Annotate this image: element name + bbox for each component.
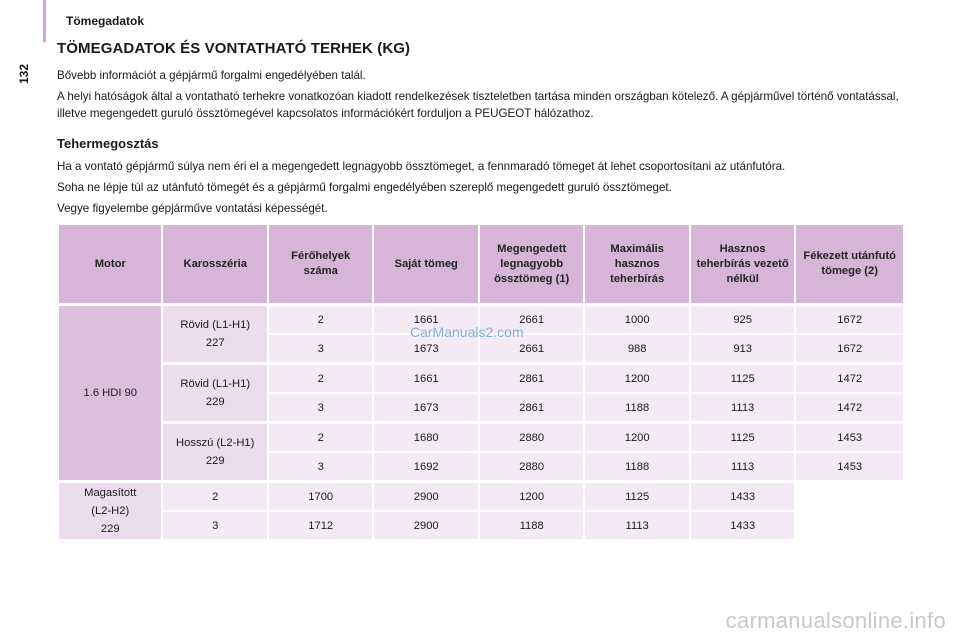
cell-braked-trailer: 1453: [796, 453, 903, 480]
body-line: Rövid (L1-H1): [180, 378, 251, 390]
cell-kerb-mass: 1661: [374, 306, 477, 335]
cell-kerb-mass: 1673: [374, 335, 477, 362]
cell-payload-no-driver: 1125: [691, 424, 794, 453]
header-gross-mass: Megengedett legnagyobb össztömeg (1): [480, 225, 583, 303]
body-line: (L2-H2): [91, 505, 130, 517]
watermark-carmanualsonline: carmanualsonline.info: [725, 608, 946, 633]
body-line: Magasított: [84, 487, 137, 499]
cell-kerb-mass: 1712: [269, 512, 372, 539]
body-cell: [59, 483, 161, 539]
cell-gross-mass: 2880: [480, 453, 583, 480]
header-kerb-mass: Saját tömeg: [374, 225, 477, 303]
cell-kerb-mass: 1692: [374, 453, 477, 480]
cell-seats: 2: [269, 365, 372, 394]
header-body: Karosszéria: [163, 225, 266, 303]
body-line: 229: [205, 396, 225, 408]
cell-kerb-mass: 1661: [374, 365, 477, 394]
cell-payload-no-driver: 1125: [691, 365, 794, 394]
header-seats: Férőhelyek száma: [269, 225, 372, 303]
page-title: TÖMEGADATOK ÉS VONTATHATÓ TERHEK (KG): [57, 40, 411, 57]
cell-gross-mass: 2861: [480, 394, 583, 421]
header-braked-trailer: Fékezett utánfutó tömege (2): [796, 225, 903, 303]
body-cell: [163, 365, 266, 421]
cell-max-payload: 1188: [480, 512, 583, 539]
cell-seats: 3: [269, 394, 372, 421]
cell-seats: 2: [269, 306, 372, 335]
cell-seats: 2: [269, 424, 372, 453]
cell-max-payload: 1200: [585, 424, 688, 453]
table-header-row: [59, 225, 903, 303]
cell-seats: 2: [163, 483, 266, 512]
watermark-carmanuals: CarManuals2.com: [410, 324, 524, 340]
load-section-title: Tehermegosztás: [57, 136, 159, 151]
table-row: [59, 424, 903, 453]
cell-braked-trailer: 1672: [796, 306, 903, 335]
cell-max-payload: 988: [585, 335, 688, 362]
cell-max-payload: 1200: [585, 365, 688, 394]
cell-payload-no-driver: 1113: [691, 394, 794, 421]
cell-braked-trailer: 1453: [796, 424, 903, 453]
cell-braked-trailer: 1472: [796, 365, 903, 394]
cell-gross-mass: 2661: [480, 306, 583, 335]
intro-paragraph-2: A helyi hatóságok által a vontatható terhekre vonatkozóan kiadott rendelkezések tiszteletben tartása minden országban kötelező. A gépjárművel történő vontatással, illetve megengedett guruló össztömegével kapcsolatos információkért forduljon a PEUGEOT hálózathoz.: [57, 90, 899, 120]
motor-cell: 1.6 HDI 90: [59, 306, 161, 480]
section-header: Tömegadatok: [66, 14, 145, 28]
table-row: [59, 365, 903, 394]
load-paragraph-1: Ha a vontató gépjármű súlya nem éri el a megengedett legnagyobb össztömeget, a fennmaradó tömeget át lehet csoportosítani az utánfutóra.: [57, 160, 786, 173]
body-cell: [163, 424, 266, 480]
load-paragraph-2: Soha ne lépje túl az utánfutó tömegét és a gépjármű forgalmi engedélyében szereplő megengedett guruló össztömeget.: [57, 181, 672, 194]
page-number: 132: [17, 63, 31, 85]
cell-gross-mass: 2880: [480, 424, 583, 453]
cell-payload-no-driver: 925: [691, 306, 794, 335]
cell-braked-trailer: 1433: [691, 483, 794, 512]
cell-braked-trailer: 1672: [796, 335, 903, 362]
cell-kerb-mass: 1700: [269, 483, 372, 512]
header-max-payload: Maximális hasznos teherbírás: [585, 225, 688, 303]
body-line: 227: [205, 337, 225, 349]
header-payload-no-driver: Hasznos teherbírás vezető nélkül: [691, 225, 794, 303]
mass-table: [57, 225, 905, 539]
table-row: [59, 512, 903, 539]
cell-gross-mass: 2900: [374, 512, 477, 539]
cell-payload-no-driver: 1113: [691, 453, 794, 480]
cell-max-payload: 1188: [585, 453, 688, 480]
load-paragraph-3: Vegye figyelembe gépjárműve vontatási képességét.: [57, 202, 328, 215]
cell-gross-mass: 2661: [480, 335, 583, 362]
cell-payload-no-driver: 1113: [585, 512, 688, 539]
cell-gross-mass: 2861: [480, 365, 583, 394]
cell-seats: 3: [269, 335, 372, 362]
body-line: 229: [100, 523, 120, 535]
body-line: Rövid (L1-H1): [180, 319, 251, 331]
intro-paragraph-1: Bővebb információt a gépjármű forgalmi engedélyében talál.: [57, 69, 366, 82]
cell-kerb-mass: 1673: [374, 394, 477, 421]
body-line: 229: [205, 455, 225, 467]
cell-braked-trailer: 1433: [691, 512, 794, 539]
cell-payload-no-driver: 913: [691, 335, 794, 362]
cell-braked-trailer: 1472: [796, 394, 903, 421]
cell-payload-no-driver: 1125: [585, 483, 688, 512]
body-line: Hosszú (L2-H1): [176, 437, 255, 449]
cell-kerb-mass: 1680: [374, 424, 477, 453]
cell-max-payload: 1000: [585, 306, 688, 335]
left-accent-rule: [43, 0, 46, 42]
cell-max-payload: 1200: [480, 483, 583, 512]
cell-seats: 3: [163, 512, 266, 539]
table-row: [59, 483, 903, 512]
body-cell: [163, 306, 266, 362]
document-content: [57, 40, 907, 221]
header-motor: Motor: [59, 225, 161, 303]
cell-gross-mass: 2900: [374, 483, 477, 512]
cell-seats: 3: [269, 453, 372, 480]
cell-max-payload: 1188: [585, 394, 688, 421]
